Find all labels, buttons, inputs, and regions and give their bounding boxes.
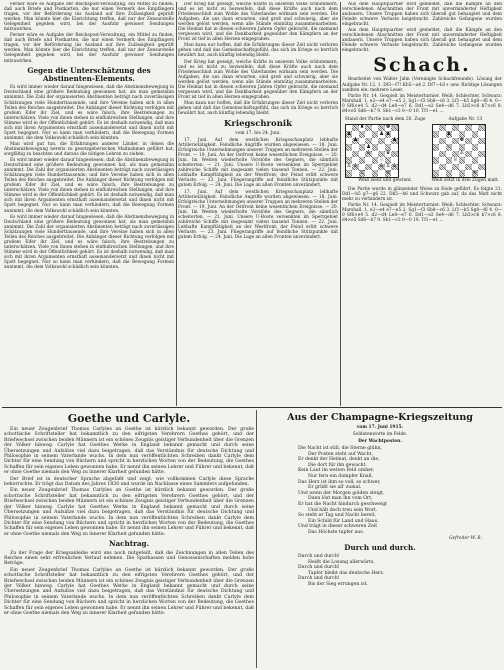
left-body-repeat2: Es wird immer wieder darauf hingewiesen, daß die Abstinenzbewegung in Deutschland eine größere Bedeutung gewonnen hat, als man gemeinhin annimmt. Die Zahl der organisierten Abstinenten beträgt nach zuverlässigen Schätzungen viele Hunderttausende, und ihre Vereine haben sich in allen Teilen des Reiches ausgebreitet. Die Anhänger dieser Richtung verfolgen mit großem Eifer ihr Ziel, und es wäre falsch, ihre Bestrebungen zu unterschätzen. Viele von ihnen stehen in einflußreichen Stellungen, und ihre Stimme wird in der Öffentlichkeit gehört. Es ist deshalb notwendig, daß man sich mit ihren Argumenten ernsthaft auseinandersetzt und ihnen nicht mit Spott begegnet. Nur so kann man verhindern, daß die Bewegung Formen annimmt, die dem Volkswohl schädlich sein könnten.: [4, 214, 174, 271]
chess-square: ♟: [379, 130, 384, 137]
left-intro: Ferner wäre es Aufgabe der Reichspost-Verwaltung, ein Mittel zu finden, daß auch Briefe und Postkarten, die nur einen Vermerk des Empfängers tragen, vor der Beförderung ins Ausland auf ihre Zulässigkeit geprüft werden. Man könnte hier die Einrichtung treffen, daß nur der Zensurstelle Gelegenheit gegeben wird, bei der Ausfuhr gewisser Sendungen mitzuwirken.: [4, 2, 174, 33]
poem-line: Die Nacht ist still, die Sterne glühn,: [298, 446, 382, 451]
war-chronicle-body: 17. Juni. Auf dem westlichen Kriegsschauplatz lebhafte Artillerietätigkeit. Feindliche Angriffe wurden abgewiesen. — 18. Juni. Erfolgreiche Unternehmungen unserer Truppen an mehreren Stellen der Front. — 19. Juni. An der Ostfront keine wesentlichen Ereignisse. — 20. Juni. Im Westen wiederholte Vorstöße des Gegners, die sämtlich scheiterten. — 21. Juni. Unsere U-Boote versenkten im Sperrgebiet zahlreiche Schiffe mit insgesamt vielen tausend Tonnen. — 22. Juni. Lebhafte Kampftätigkeit an der Westfront; der Feind erlitt schwere Verluste. — 23. Juni. Fliegerangriffe auf feindliche Stützpunkte mit gutem Erfolg. — 24. Juni. Die Lage an allen Fronten unverändert.: [178, 138, 338, 189]
column-right: [342, 2, 502, 406]
chess-board-1: [345, 124, 399, 178]
goethe-body-repeat2: Ein neuer Zeugenbrief Thomas Carlyles an Goethe ist kürzlich bekannt geworden. Der große schottische Schriftsteller hat bekanntlich zu den eifrigsten Verehrern Goethes gehört, und der Briefwechsel zwischen beiden Männern ist ein schönes Zeugnis geistiger Verbundenheit über die Grenzen der Völker hinweg. Carlyle hat Goethes Werke in England bekannt gemacht und durch seine Übersetzungen und Aufsätze viel dazu beigetragen, daß das Verständnis für deutsche Dichtung und Philosophie in seinem Vaterlande wuchs. In dem nun veröffentlichten Schreiben dankt Carlyle dem Dichter für eine Sendung von Büchern und spricht in herzlichen Worten von der Bedeutung, die Goethes Schaffen für sein eigenes Leben gewonnen habe. Er nennt ihn seinen Lehrer und Führer und bekennt, daß er ohne Goethe niemals den Weg zu innerer Klarheit gefunden hätte.: [4, 567, 254, 616]
poem-wachtposten: [258, 446, 502, 536]
chess-square: ♙: [346, 163, 352, 170]
left-body2: Man wird gut tun, die Erfahrungen anderer Länder, in denen die Abstinenzbewegung bereits zu gesetzgeberischen Maßnahmen geführt hat, sorgfältig zu beachten und daraus die nötigen Lehren zu ziehen.: [4, 141, 174, 157]
goethe-carlyle-heading: Goethe und Carlyle.: [67, 412, 191, 425]
board2-label: Weiß setzt in drei Zügen matt.: [431, 177, 500, 183]
chess-square: ♙: [385, 163, 391, 170]
left-body-repeat: Es wird immer wieder darauf hingewiesen, daß die Abstinenzbewegung in Deutschland eine größere Bedeutung gewonnen hat, als man gemeinhin annimmt. Die Zahl der organisierten Abstinenten beträgt nach zuverlässigen Schätzungen viele Hunderttausende, und ihre Vereine haben sich in allen Teilen des Reiches ausgebreitet. Die Anhänger dieser Richtung verfolgen mit großem Eifer ihr Ziel, und es wäre falsch, ihre Bestrebungen zu unterschätzen. Viele von ihnen stehen in einflußreichen Stellungen, und ihre Stimme wird in der Öffentlichkeit gehört. Es ist deshalb notwendig, daß man sich mit ihren Argumenten ernsthaft auseinandersetzt und ihnen nicht mit Spott begegnet. Nur so kann man verhindern, daß die Bewegung Formen annimmt, die dem Volkswohl schädlich sein könnten.: [4, 158, 174, 214]
column-rule: [340, 2, 341, 406]
chess-square: ♟: [366, 143, 371, 150]
chess-body: Partie Nr. 14. Gespielt im Meisterturnier. Weiß: Schlechter. Schwarz: Marshall. 1. e2—e4 e7—e5 2. Sg1—f3 Sb8—c6 3. Lf1—b5 Sg8—f6 4. 0—0 Sf6×e4 5. d2—d4 Le8—e7 6. Dd1—e2 Se4—d6 7. Lb5×c6 b7×c6 8. d4×e5 Sd6—b7 9. Sb1—c3 0—0 10. Tf1—e1 ...: [342, 93, 502, 114]
poem-line: Tapfer bleibt das deutsche Herz.: [308, 570, 385, 576]
board1-label: Weiß zieht und gewinnt.: [358, 177, 413, 183]
poem-line: Der Posten steht auf Wacht,: [308, 451, 374, 457]
chess-square: ♚: [459, 137, 465, 144]
poem-line: Die dort für ihn gewacht.: [308, 462, 367, 468]
poem-line: Und wenn der Morgen golden steigt,: [298, 490, 385, 496]
chess-square: ♟: [446, 130, 452, 137]
poem-line: Er hat die Nacht hindurch geschweigt: [298, 501, 388, 507]
mid-body-repeat2: Man kann nur hoffen, daß die Erfahrungen dieser Zeit nicht verloren gehen und daß das Gemeinschaftsgefühl, das sich im Kriege so herrlich bewährt hat, auch künftig lebendig bleibt.: [178, 100, 338, 116]
goethe-body: Ein neuer Zeugenbrief Thomas Carlyles an Goethe ist kürzlich bekannt geworden. Der große schottische Schriftsteller hat bekanntlich zu den eifrigsten Verehrern Goethes gehört, und der Briefwechsel zwischen beiden Männern ist ein schönes Zeugnis geistiger Verbundenheit über die Grenzen der Völker hinweg. Carlyle hat Goethes Werke in England bekannt gemacht und durch seine Übersetzungen und Aufsätze viel dazu beigetragen, daß das Verständnis für deutsche Dichtung und Philosophie in seinem Vaterlande wuchs. In dem nun veröffentlichten Schreiben dankt Carlyle dem Dichter für eine Sendung von Büchern und spricht in herzlichen Worten von der Bedeutung, die Goethes Schaffen für sein eigenes Leben gewonnen habe. Er nennt ihn seinen Lehrer und Führer und bekennt, daß er ohne Goethe niemals den Weg zu innerer Klarheit gefunden hätte.: [4, 427, 254, 476]
poem-line: Er grüßt sie all' zumal.: [308, 485, 362, 491]
chess-after-boards: Die Partie wurde in glänzender Weise zu Ende geführt. Es folgte 21. Dd1—h5 g7—g6 22. Dh5—h6 und Schwarz gab auf, da das Matt nicht mehr zu verhindern ist.: [342, 186, 502, 202]
war-chronicle-date: vom 17. bis 24. Juni.: [235, 131, 281, 137]
chess-board-2: [432, 124, 486, 178]
board1-caption: Stand der Partie nach dem 20. Zuge: [344, 116, 426, 122]
poem-line: Er denkt der Heimat, denkt an die,: [298, 457, 380, 463]
chess-square: [391, 170, 398, 177]
section-rule: [2, 407, 502, 408]
chess-intro: Bearbeitet von Walter Jahn (Vereinigte Schachfreunde). Lösung der Aufgabe Nr. 12. 1. Df3—f7! Kb5—a4 2. Df7—b3+ usw. Richtige Lösungen sandten ein: mehrere Leser.: [342, 77, 502, 93]
poem-line: Durch und durch!: [298, 565, 340, 571]
poem-line: Dann löst man ihn vom Ort,: [308, 496, 373, 502]
chess-square: ♟: [385, 130, 391, 137]
chess-board-2-wrap: [432, 117, 500, 185]
mid-body: Der Krieg hat gezeigt, welche Kräfte in unserem Volke schlummern, und es ist nicht zu bezweifeln, daß diese Kräfte auch nach dem Friedensschluß zum Wohle des Vaterlandes wirksam sein werden. Die Aufgaben, die uns dann erwarten, sind groß und schwierig, aber sie werden gelöst werden, wenn alle Stände einmütig zusammenarbeiten. Die Heimat hat in diesen schweren Jahren Opfer gebracht, die niemand vergessen wird, und die Dankbarkeit gegenüber den Kämpfern an der Front ist tief in allen Herzen eingegraben.: [178, 2, 338, 43]
chess-square: ♛: [385, 150, 391, 157]
poem-line: Kein Laut im weiten Feld umher,: [298, 468, 375, 474]
poem-line: Das Höchste tapfer aus.: [308, 529, 365, 535]
nachtrag-body: Zu der Frage der Kriegsanleihe wird uns noch mitgeteilt, daß die Zeichnungen in allen Teilen des Reiches einen sehr erfreulichen Verlauf nehmen. Die Sparkassen und Genossenschaften melden hohe Beträge.: [4, 550, 254, 567]
poem-line: Nur fern ein dumpfer Knall,: [308, 473, 374, 479]
goethe-body-repeat: Ein neuer Zeugenbrief Thomas Carlyles an Goethe ist kürzlich bekannt geworden. Der große schottische Schriftsteller hat bekanntlich zu den eifrigsten Verehrern Goethes gehört, und der Briefwechsel zwischen beiden Männern ist ein schönes Zeugnis geistiger Verbundenheit über die Grenzen der Völker hinweg. Carlyle hat Goethes Werke in England bekannt gemacht und durch seine Übersetzungen und Aufsätze viel dazu beigetragen, daß das Verständnis für deutsche Dichtung und Philosophie in seinem Vaterlande wuchs. In dem nun veröffentlichten Schreiben dankt Carlyle dem Dichter für eine Sendung von Büchern und spricht in herzlichen Worten von der Bedeutung, die Goethes Schaffen für sein eigenes Leben gewonnen habe. Er nennt ihn seinen Lehrer und Führer und bekennt, daß er ohne Goethe niemals den Weg zu innerer Klarheit gefunden hätte.: [4, 488, 254, 537]
poem-line: So steht er Tag und Nacht bereit,: [298, 513, 377, 519]
poem-line: Heißt die Losung allerwärts,: [308, 559, 375, 565]
chess-board-1-wrap: [345, 117, 426, 185]
chess-square: ♙: [366, 150, 371, 157]
poem-line: Durch und durch!: [298, 553, 340, 559]
poem-durch-und-durch: [258, 554, 502, 588]
mid-body-2: Man kann nur hoffen, daß die Erfahrungen dieser Zeit nicht verloren gehen und daß das Gemeinschaftsgefühl, das sich im Kriege so herrlich bewährt hat, auch künftig lebendig bleibt.: [178, 43, 338, 59]
column-middle: [178, 2, 338, 406]
poem-line: Und hält doch treu sein Wort.: [308, 507, 378, 513]
poem-line: Und trägt in dieser schweren Zeit: [298, 524, 378, 530]
chess-square: ♙: [392, 163, 397, 170]
chess-body-repeat: Partie Nr. 14. Gespielt im Meisterturnier. Weiß: Schlechter. Schwarz: Marshall. 1. e2—e4 e7—e5 2. Sg1—f3 Sb8—c6 3. Lf1—b5 Sg8—f6 4. 0—0 Sf6×e4 5. d2—d4 Le8—e7 6. Dd1—e2 Se4—d6 7. Lb5×c6 b7×c6 8. d4×e5 Sd6—b7 9. Sb1—c3 0—0 10. Tf1—e1 ...: [342, 202, 502, 224]
champagne-sub2: Soldatenworte im Felde.: [352, 432, 408, 437]
left-intro-repeat: Ferner wäre es Aufgabe der Reichspost-Verwaltung, ein Mittel zu finden, daß auch Briefe und Postkarten, die nur einen Vermerk des Empfängers tragen, vor der Beförderung ins Ausland auf ihre Zulässigkeit geprüft werden. Man könnte hier die Einrichtung treffen, daß nur der Zensurstelle Gelegenheit gegeben wird, bei der Ausfuhr gewisser Sendungen mitzuwirken.: [4, 33, 174, 64]
chess-square: ♕: [452, 156, 458, 163]
poem2-heading: Durch und durch.: [344, 542, 416, 552]
chess-square: ♔: [385, 169, 391, 176]
champagne-heading: Aus der Champagne-Kriegszeitung: [287, 412, 473, 423]
chess-square: ♟: [346, 130, 352, 137]
right-top-repeat: Aus dem Hauptquartier wird gemeldet, daß die Kämpfe an den verschiedenen Abschnitten der Front mit unverminderter Heftigkeit andauern. Unsere Truppen haben sich überall gut behauptet und dem Feinde schwere Verluste beigebracht. Zahlreiche Gefangene wurden eingebracht.: [342, 28, 502, 54]
poem-signature: Gefreiter W. R.: [449, 535, 482, 541]
lower-left-section: [4, 410, 254, 668]
chess-square: ♚: [385, 124, 391, 131]
poem-line: Bis der Sieg errungen ist.: [308, 581, 368, 587]
champagne-subheading: vom 17. Juni 1915.: [356, 425, 404, 430]
chess-boards: [342, 117, 502, 185]
chess-square: [478, 170, 485, 177]
chess-square: ♘: [446, 143, 452, 150]
left-body: Es wird immer wieder darauf hingewiesen, daß die Abstinenzbewegung in Deutschland eine größere Bedeutung gewonnen hat, als man gemeinhin annimmt. Die Zahl der organisierten Abstinenten beträgt nach zuverlässigen Schätzungen viele Hunderttausende, und ihre Vereine haben sich in allen Teilen des Reiches ausgebreitet. Die Anhänger dieser Richtung verfolgen mit großem Eifer ihr Ziel, und es wäre falsch, ihre Bestrebungen zu unterschätzen. Viele von ihnen stehen in einflußreichen Stellungen, und ihre Stimme wird in der Öffentlichkeit gehört. Es ist deshalb notwendig, daß man sich mit ihren Argumenten ernsthaft auseinandersetzt und ihnen nicht mit Spott begegnet. Nur so kann man verhindern, daß die Bewegung Formen annimmt, die dem Volkswohl schädlich sein könnten.: [4, 85, 174, 141]
lower-right-section: [258, 410, 502, 668]
chess-square: ♟: [353, 137, 358, 144]
poem-line: Ein Schild für Land und Haus,: [308, 518, 379, 524]
column-left: [4, 2, 174, 406]
chess-square: ♙: [379, 163, 384, 170]
chess-square: ♔: [472, 169, 478, 176]
article-heading-abstinence: Gegen die Unterschätzung des Abstinenten-Elements.: [27, 65, 151, 83]
chess-square: ♙: [459, 150, 465, 157]
right-top: Aus dem Hauptquartier wird gemeldet, daß die Kämpfe an den verschiedenen Abschnitten der Front mit unverminderter Heftigkeit andauern. Unsere Truppen haben sich überall gut behauptet und dem Feinde schwere Verluste beigebracht. Zahlreiche Gefangene wurden eingebracht.: [342, 2, 502, 28]
war-chronicle-heading: Kriegschronik: [223, 119, 293, 130]
chess-square: ♜: [359, 124, 365, 131]
poem-line: Das Herz ist ihm so voll, so schwer,: [298, 479, 381, 485]
war-chronicle-body-repeat: 17. Juni. Auf dem westlichen Kriegsschauplatz lebhafte Artillerietätigkeit. Feindliche Angriffe wurden abgewiesen. — 18. Juni. Erfolgreiche Unternehmungen unserer Truppen an mehreren Stellen der Front. — 19. Juni. An der Ostfront keine wesentlichen Ereignisse. — 20. Juni. Im Westen wiederholte Vorstöße des Gegners, die sämtlich scheiterten. — 21. Juni. Unsere U-Boote versenkten im Sperrgebiet zahlreiche Schiffe mit insgesamt vielen tausend Tonnen. — 22. Juni. Lebhafte Kampftätigkeit an der Westfront; der Feind erlitt schwere Verluste. — 23. Juni. Fliegerangriffe auf feindliche Stützpunkte mit gutem Erfolg. — 24. Juni. Die Lage an allen Fronten unverändert.: [178, 189, 338, 240]
poem-title: Der Wachtposten.: [358, 439, 402, 444]
poem-line: Durch und durch!: [298, 576, 340, 582]
chess-heading: Schach.: [373, 54, 471, 77]
chess-square: ♖: [359, 169, 365, 176]
mid-body-repeat: Der Krieg hat gezeigt, welche Kräfte in unserem Volke schlummern, und es ist nicht zu bezweifeln, daß diese Kräfte auch nach dem Friedensschluß zum Wohle des Vaterlandes wirksam sein werden. Die Aufgaben, die uns dann erwarten, sind groß und schwierig, aber sie werden gelöst werden, wenn alle Stände einmütig zusammenarbeiten. Die Heimat hat in diesen schweren Jahren Opfer gebracht, die niemand vergessen wird, und die Dankbarkeit gegenüber den Kämpfern an der Front ist tief in allen Herzen eingegraben.: [178, 59, 338, 100]
column-rule: [256, 410, 257, 668]
board2-caption: Aufgabe Nr. 13: [448, 116, 483, 122]
chess-square: ♙: [353, 163, 358, 170]
column-rule: [176, 2, 177, 406]
nachtrag-heading: Nachtrag.: [108, 539, 150, 549]
goethe-body2: Der Brief ist in deutscher Sprache abgefaßt und zeigt, wie vollkommen Carlyle diese Sprache beherrschte. Er trägt das Datum des Jahres 1830 und wurde im Nachlasse eines Sammlers aufgefunden.: [4, 476, 254, 488]
chess-square: ♘: [379, 156, 384, 163]
chess-square: ♟: [392, 137, 397, 144]
